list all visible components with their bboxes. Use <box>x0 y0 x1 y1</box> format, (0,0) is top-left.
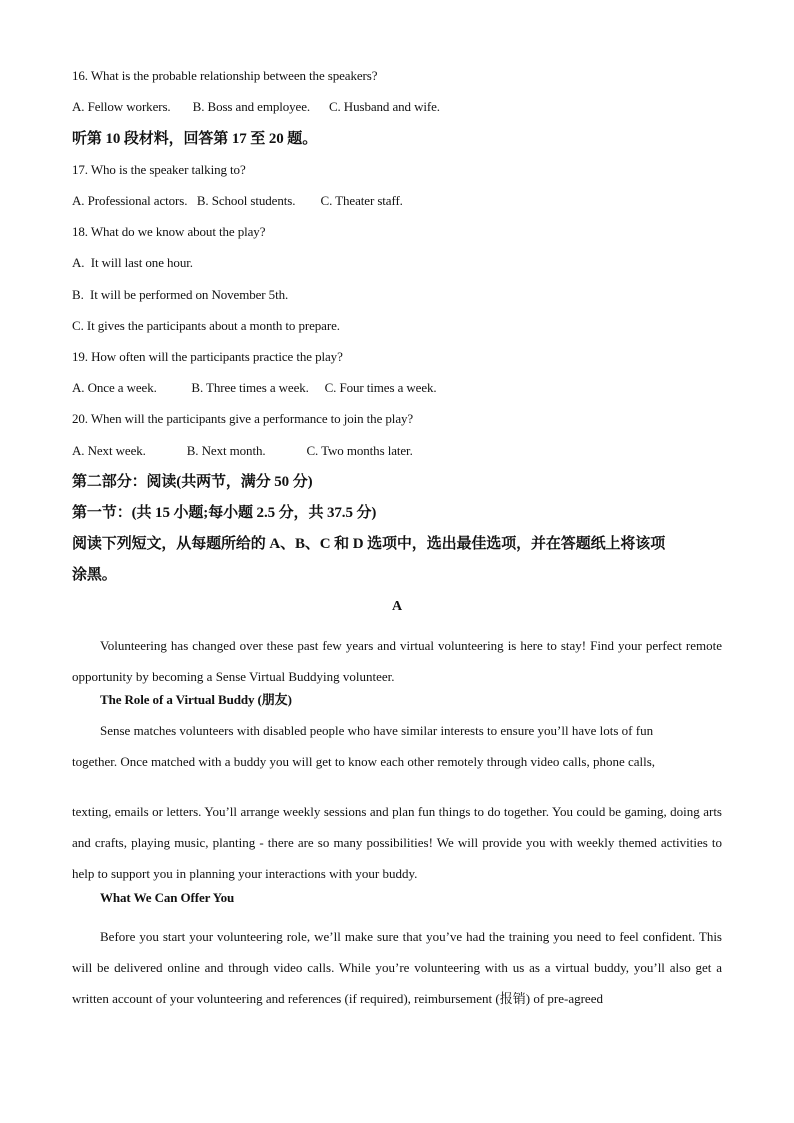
heading-virtual-buddy: The Role of a Virtual Buddy (朋友) <box>100 692 292 707</box>
q20-options: A. Next week. B. Next month. C. Two months later. <box>72 443 413 458</box>
q18-option-c: C. It gives the participants about a month to prepare. <box>72 318 340 333</box>
para1-rest: texting, emails or letters. You’ll arrange weekly sessions and plan fun things to do together. You could be gaming, doing arts and crafts, playing music, planting - there are so many possibilities! We will provide you with weekly themed activities to help to support you in planning your interactions with your buddy. <box>72 804 722 881</box>
instruction-line-2: 涂黑。 <box>72 567 117 583</box>
q18-stem: 18. What do we know about the play? <box>72 224 266 239</box>
q17-stem: 17. Who is the speaker talking to? <box>72 162 246 177</box>
q19-options: A. Once a week. B. Three times a week. C. Four times a week. <box>72 380 437 395</box>
q16-options: A. Fellow workers. B. Boss and employee. C. Husband and wife. <box>72 99 440 114</box>
heading-what-we-offer: What We Can Offer You <box>100 890 235 905</box>
para1-line2: together. Once matched with a buddy you will get to know each other remotely through video calls, phone calls, <box>72 754 656 769</box>
q19-stem: 19. How often will the participants practice the play? <box>72 349 343 364</box>
q18-option-b: B. It will be performed on November 5th. <box>72 287 289 302</box>
instruction-line-1: 阅读下列短文，从每题所给的 A、B、C 和 D 选项中，选出最佳选项，并在答题纸上将该项 <box>72 536 666 552</box>
para1-line1: Sense matches volunteers with disabled people who have similar interests to ensure you’ll have lots of fun <box>100 723 654 738</box>
q20-stem: 20. When will the participants give a performance to join the play? <box>72 411 414 426</box>
section1-title: 第一节：(共 15 小题;每小题 2.5 分，共 37.5 分) <box>72 505 377 521</box>
part2-title: 第二部分：阅读(共两节，满分 50 分) <box>72 474 313 490</box>
q18-option-a: A. It will last one hour. <box>72 255 193 270</box>
section-10-heading: 听第 10 段材料，回答第 17 至 20 题。 <box>72 131 318 147</box>
passage-letter: A <box>391 599 403 614</box>
para2: Before you start your volunteering role, we’ll make sure that you’ve had the training you need to feel confident. This will be delivered online and through video calls. While you’re volunteering with us as a virtual buddy, you’ll also get a written account of your volunteering and references (if required), reimbursement (报销) of pre-agreed <box>72 929 722 1006</box>
q17-options: A. Professional actors. B. School students. C. Theater staff. <box>72 193 403 208</box>
passage-intro: Volunteering has changed over these past few years and virtual volunteering is here to stay! Find your perfect remote opportunity by becoming a Sense Virtual Buddying volunteer. <box>72 638 722 684</box>
q16-stem: 16. What is the probable relationship between the speakers? <box>72 68 378 83</box>
